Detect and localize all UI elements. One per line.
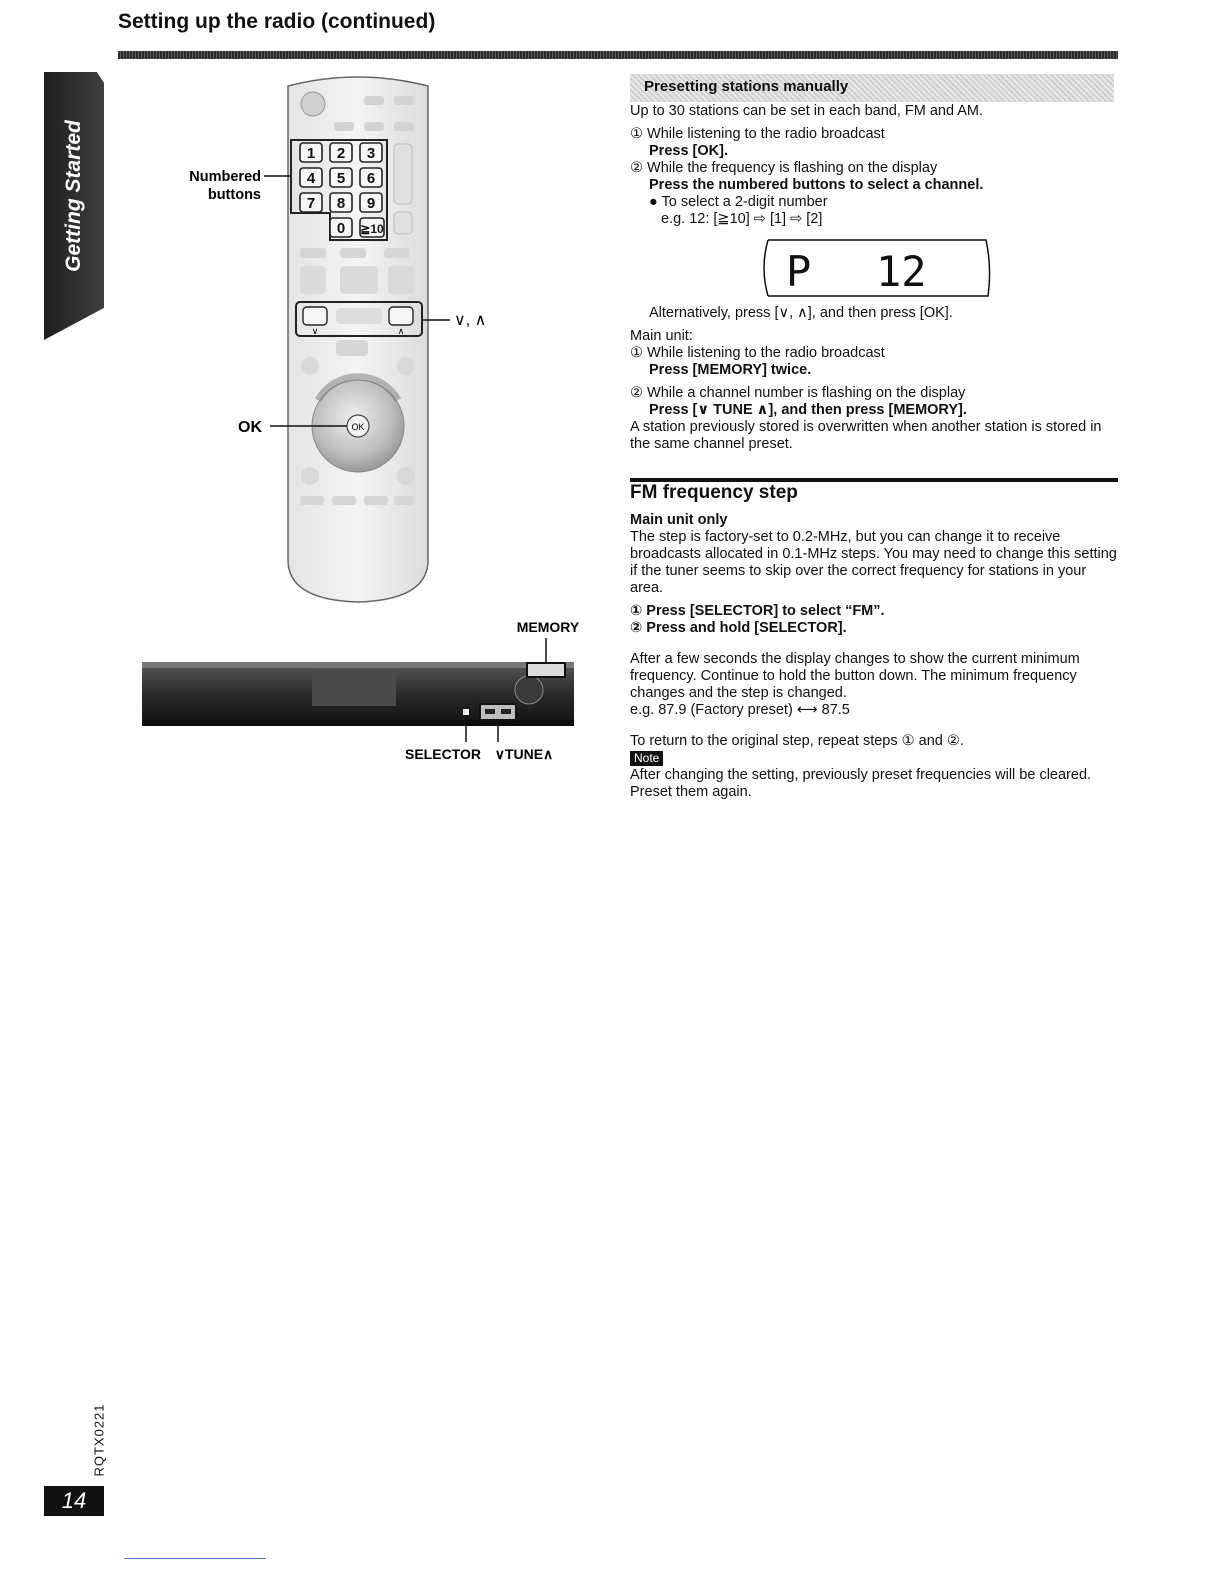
key-9-label: 9 [366, 195, 376, 212]
key-6-label: 6 [366, 170, 376, 187]
memory-button [527, 663, 565, 677]
power-button-icon [301, 92, 325, 116]
fm-sub: Main unit only [630, 512, 728, 528]
display-channel-number: 12 [876, 247, 927, 296]
fm-step2: ② Press and hold [SELECTOR]. [630, 620, 847, 636]
fm-note: After changing the setting, previously preset frequencies will be cleared. Preset them again. [630, 767, 1092, 800]
selector-button [463, 709, 469, 715]
preset-heading-bar [630, 74, 1114, 102]
preset-overwrite: A station previously stored is overwritten when another station is stored in the same channel preset. [630, 419, 1102, 452]
preset-example: e.g. 12: [≧10] ⇨ [1] ⇨ [2] [661, 211, 823, 227]
fm-step1: ① Press [SELECTOR] to select “FM”. [630, 603, 885, 619]
preset-mu-step1-action: Press [MEMORY] twice. [649, 362, 812, 378]
fm-para2: After a few seconds the display changes to show the current minimum frequency. Continue to hold the button down. The minimum frequency changes and the step is changed. [630, 651, 1080, 701]
label-buttons: buttons [207, 187, 261, 203]
preset-alternative: Alternatively, press [∨, ∧], and then press [OK]. [649, 305, 953, 321]
title-rule [118, 51, 1118, 59]
preset-section-cont [630, 305, 1120, 453]
label-selector: SELECTOR [405, 746, 481, 762]
preset-section [630, 103, 1120, 228]
key-2-label: 2 [336, 145, 346, 162]
page-number: 14 [44, 1486, 104, 1516]
preset-step2: ② While the frequency is flashing on the display [630, 160, 938, 176]
fm-example: e.g. 87.9 (Factory preset) ⟷ 87.5 [630, 702, 850, 718]
preset-bullet: ● To select a 2-digit number [649, 194, 828, 210]
preset-heading: Presetting stations manually [644, 78, 849, 95]
page-title: Setting up the radio (continued) [118, 10, 436, 33]
up-arrow-glyph: ∧ [397, 326, 405, 336]
label-memory: MEMORY [516, 619, 580, 635]
note-badge: Note [630, 751, 663, 766]
footer-line [124, 1558, 266, 1559]
key-4-label: 4 [306, 170, 316, 187]
display-channel-letter: P [786, 247, 812, 296]
label-ok: OK [238, 419, 262, 436]
key-1-label: 1 [306, 145, 316, 162]
volume-knob [515, 676, 543, 704]
down-arrow-button [303, 307, 327, 325]
ok-button-label: OK [351, 422, 365, 432]
fm-para1: The step is factory-set to 0.2-MHz, but you can change it to receive broadcasts allocated in 0.1-MHz steps. You may need to change this setting if the tuner seems to skip over the correct frequency for stations in your area. [630, 529, 1117, 596]
key-3-label: 3 [366, 145, 376, 162]
preset-step1-action: Press [OK]. [649, 143, 728, 159]
fm-section [630, 512, 1120, 801]
key-5-label: 5 [336, 170, 346, 187]
fm-return: To return to the original step, repeat steps ① and ②. [630, 733, 964, 749]
up-arrow-button [389, 307, 413, 325]
fm-heading: FM frequency step [630, 482, 798, 503]
preset-mu-step2-action: Press [∨ TUNE ∧], and then press [MEMORY]. [649, 402, 967, 418]
preset-mu-step2: ② While a channel number is flashing on the display [630, 385, 966, 401]
display-panel [760, 238, 992, 300]
doc-code: RQTX0221 [91, 1403, 107, 1477]
preset-step1: ① While listening to the radio broadcast [630, 126, 885, 142]
preset-intro: Up to 30 stations can be set in each band, FM and AM. [630, 103, 984, 119]
remote-and-unit-illustration [130, 70, 590, 770]
key-10-label: ≧10 [360, 222, 384, 236]
side-tab-label: Getting Started [62, 120, 85, 272]
key-7-label: 7 [306, 195, 316, 212]
label-numbered: Numbered [189, 169, 261, 185]
preset-step2-action: Press the numbered buttons to select a channel. [649, 177, 984, 193]
preset-mu-step1: ① While listening to the radio broadcast [630, 345, 885, 361]
key-0-label: 0 [336, 220, 346, 237]
label-arrows: ∨, ∧ [454, 312, 487, 329]
preset-main-unit: Main unit: [630, 328, 693, 344]
label-tune: ∨TUNE∧ [494, 746, 554, 762]
key-8-label: 8 [336, 195, 346, 212]
down-arrow-glyph: ∨ [311, 326, 319, 336]
